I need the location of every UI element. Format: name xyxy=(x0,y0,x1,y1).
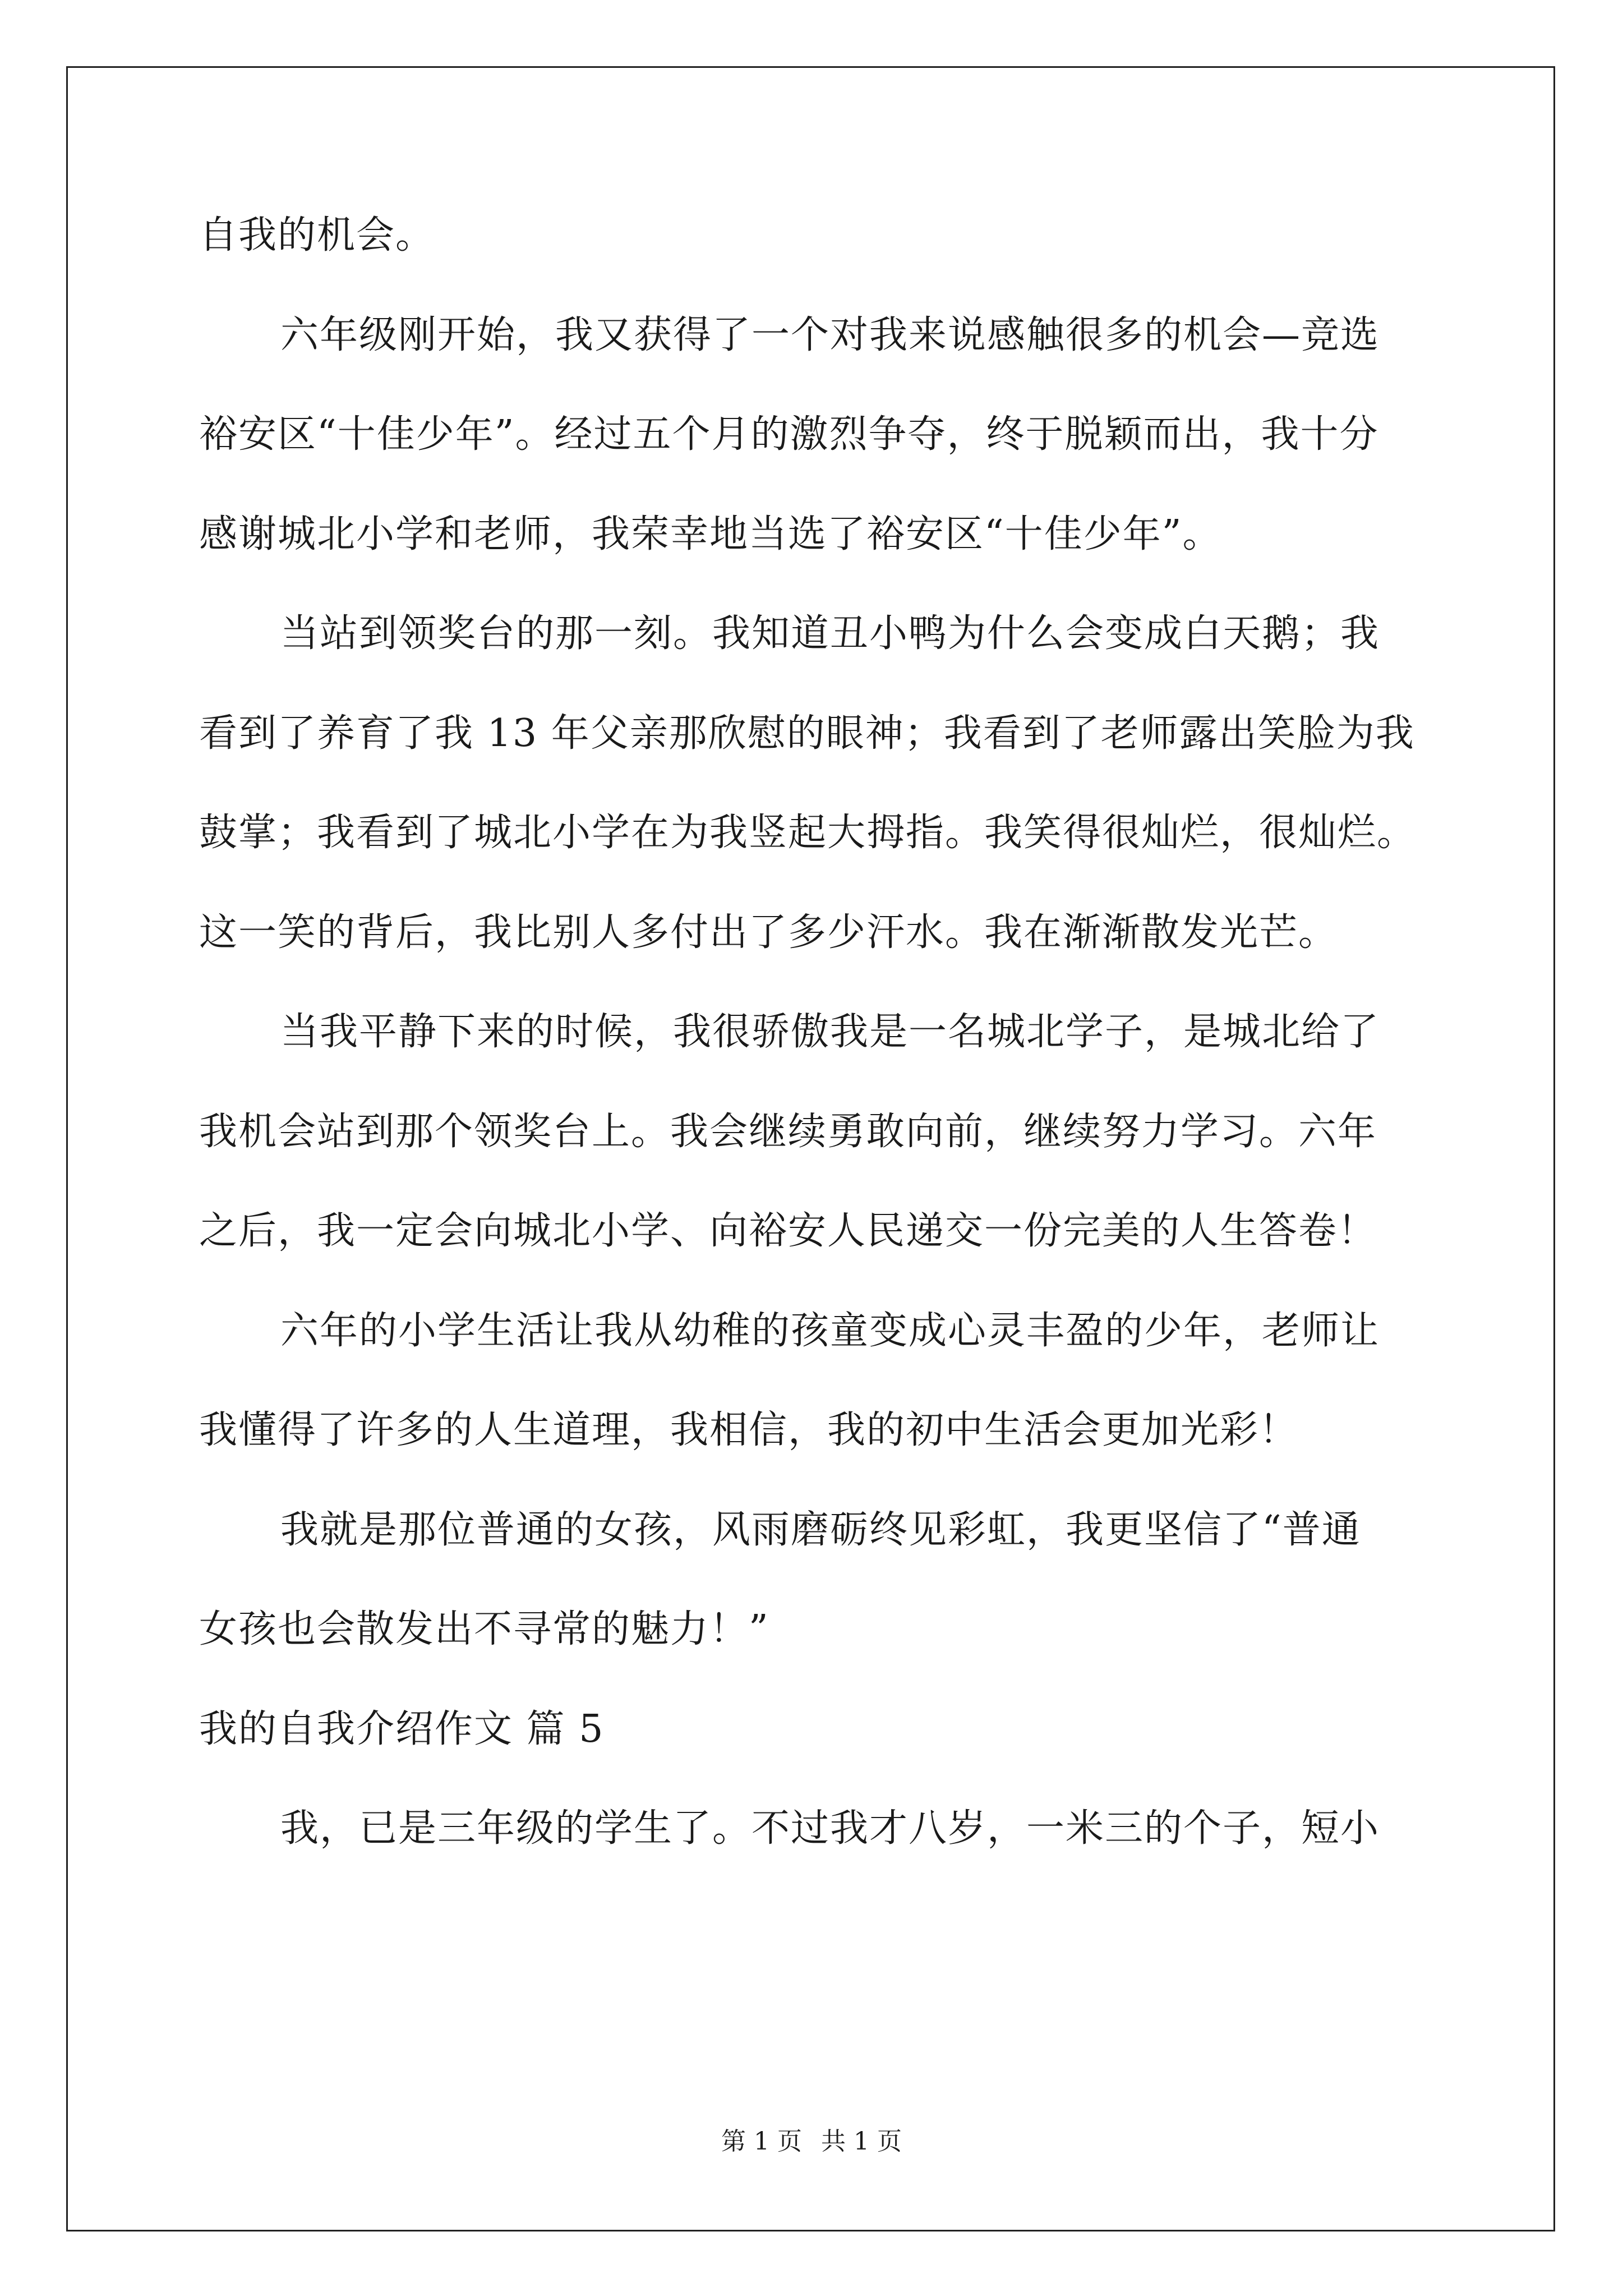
text-line: 看到了养育了我 13 年父亲那欣慰的眼神；我看到了老师露出笑脸为我 xyxy=(199,711,1415,756)
text-line: 我懂得了许多的人生道理，我相信，我的初中生活会更加光彩！ xyxy=(199,1408,1299,1452)
text-line: 感谢城北小学和老师，我荣幸地当选了裕安区“十佳少年”。 xyxy=(199,512,1222,556)
text-line: 鼓掌；我看到了城北小学在为我竖起大拇指。我笑得很灿烂，很灿烂。 xyxy=(199,811,1417,855)
page-number: 第 1 页 xyxy=(721,2127,802,2156)
text-line: 自我的机会。 xyxy=(199,213,435,257)
text-line: 之后，我一定会向城北小学、向裕安人民递交一份完美的人生答卷！ xyxy=(199,1209,1377,1253)
text-line: 裕安区“十佳少年”。经过五个月的激烈争夺，终于脱颖而出，我十分 xyxy=(199,412,1379,457)
text-line: 当我平静下来的时候，我很骄傲我是一名城北学子，是城北给了 xyxy=(280,1010,1380,1054)
page-footer xyxy=(0,2126,1623,2157)
text-line: 这一笑的背后，我比别人多付出了多少汗水。我在渐渐散发光芒。 xyxy=(199,910,1338,955)
page-total: 共 1 页 xyxy=(821,2127,902,2156)
section-heading: 我的自我介绍作文 篇 5 xyxy=(199,1707,605,1751)
text-line: 我机会站到那个领奖台上。我会继续勇敢向前，继续努力学习。六年 xyxy=(199,1110,1377,1154)
text-line: 六年的小学生活让我从幼稚的孩童变成心灵丰盈的少年，老师让 xyxy=(280,1309,1380,1353)
text-line: 六年级刚开始，我又获得了一个对我来说感触很多的机会—竞选 xyxy=(280,313,1380,357)
text-line: 当站到领奖台的那一刻。我知道丑小鸭为什么会变成白天鹅；我 xyxy=(280,611,1380,656)
text-line: 女孩也会散发出不寻常的魅力！” xyxy=(199,1607,769,1651)
text-line: 我，已是三年级的学生了。不过我才八岁，一米三的个子，短小 xyxy=(280,1806,1380,1851)
text-line: 我就是那位普通的女孩，风雨磨砺终见彩虹，我更坚信了“普通 xyxy=(280,1508,1361,1552)
